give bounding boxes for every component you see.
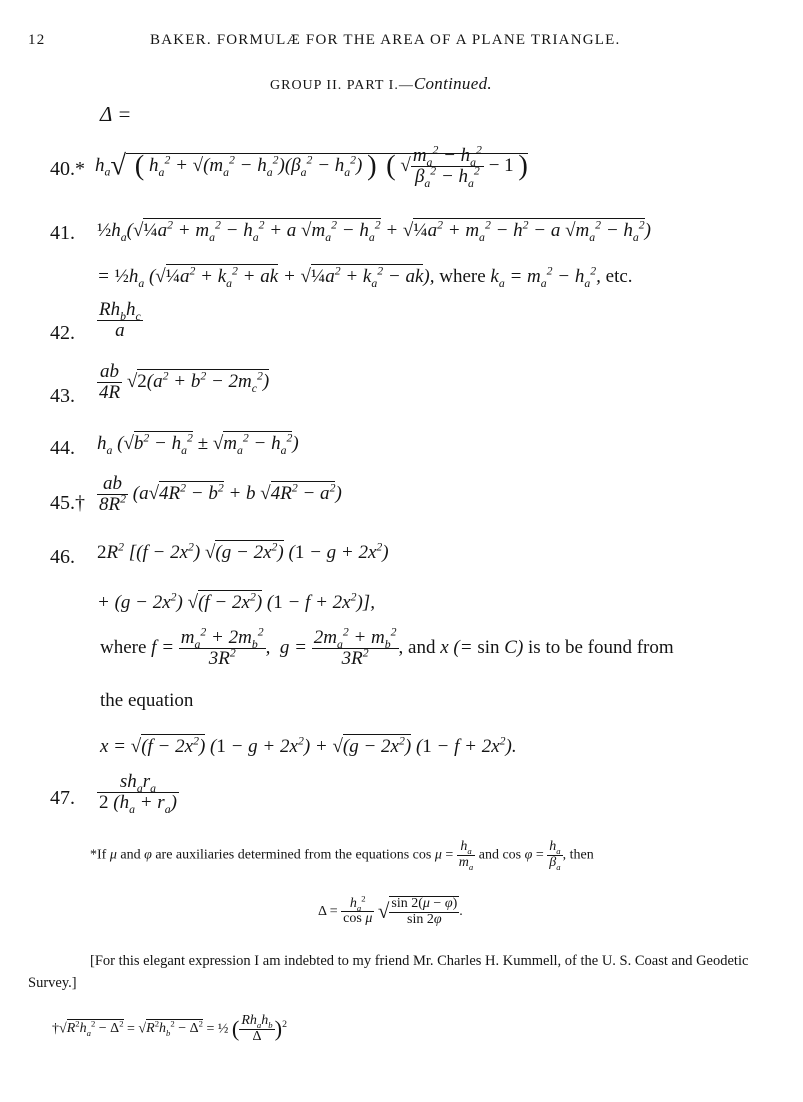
formula-41-line2: = $\frac{1}{2}h_a$ ($√\frac{1}{4}a^2 + k_a^2$ + ak + $√\frac{1}{4}a^2 + k_a^2 - ak$), where $k_a = m_a^2 - h_a^2$, etc.	[97, 264, 633, 290]
formula-42: $\frac{Rh_bh_c}{a}$	[99, 299, 141, 341]
formula-41: $\frac{1}{2}h_a(√\frac{1}{4}a^2 + m_a^2 - h_a^2 + a$ $√m_a^2 - h_a^2$ + $√\frac{1}{4}a^2 + m_a^2 - h^2 - a$ $√m_a^2 - h_a^2$)	[97, 218, 651, 244]
formula-44: $h_a$ $(√b^2 - h_a^2 \pm √m_a^2 - h_a^2)$	[97, 431, 299, 457]
page-number: 12	[28, 32, 46, 48]
formula-46: $2R^2$ [$(f - 2x^2)$ $√(g - 2x^2)$ $(1 - g + 2x^2)$	[97, 540, 389, 563]
footnote-star: *If μ and φ are auxiliaries determined from the equations cos μ = $\frac{h_a}{m_a}$ and cos φ = $\frac{h_a}{\beta_a}$ , then	[90, 839, 594, 872]
formula-label-44: 44.	[50, 437, 75, 459]
formula-46-x-equation: $x = √(f - 2x^2)$ $(1 - g + 2x^2) + √(g - 2x^2)$ $(1 - f + 2x^2)$.	[100, 734, 517, 757]
formula-label-43: 43.	[50, 385, 75, 407]
footnote-star-formula: Δ = $\frac{h_a^2}{\text{cos μ}}$ √ $\frac{\sin 2(\mu - \varphi)}{\sin 2\varphi}$ .	[318, 892, 463, 927]
formula-46-line2: + $(g - 2x^2)$ $√(f - 2x^2)$ $(1 - f + 2x^2)$],	[97, 590, 375, 613]
formula-46-where: where f = $\frac{m_a^2 + 2m_b^2}{3R^2}$ , g = $\frac{2m_a^2 + m_b^2}{3R^2}$ , and x (= sin C) is to be found from	[100, 625, 674, 669]
formula-43: $\frac{ab}{4R}$ $√2(a^2 + b^2 - 2m_c^2)$	[99, 361, 270, 403]
footnote-acknowledgement: [For this elegant expression I am indebted to my friend Mr. Charles H. Kummell, of the U. S. Coast and Geodetic Survey.]	[28, 953, 749, 991]
group-heading: GROUP II. PART I.—Continued.	[270, 74, 492, 93]
formula-46-equation-intro: the equation	[100, 690, 194, 711]
running-head: BAKER. FORMULÆ FOR THE AREA OF A PLANE TRIANGLE.	[150, 32, 621, 48]
delta-lead: Δ =	[100, 102, 132, 126]
formula-label-40: 40.*	[50, 158, 85, 180]
formula-label-41: 41.	[50, 222, 75, 244]
formula-label-47: 47.	[50, 787, 75, 809]
formula-label-46: 46.	[50, 546, 75, 568]
formula-40: $h_a√$ ( $h_a^2 + √(m_a^2 - h_a^2)(\beta_a^2 - h_a^2)$ ) ( √ $\frac{m_a^2 - h_a^2}{\beta_a^2 - h_a^2}$ − 1 )	[95, 143, 528, 190]
formula-45: $\frac{ab}{8R^2}$ ($a√4R^2 - b^2 + b$ $√4R^2 - a^2$)	[99, 473, 342, 515]
formula-label-45: 45.†	[50, 492, 85, 514]
formula-label-42: 42.	[50, 322, 75, 344]
footnote-dagger: $\dagger√R^2h_a^2 - \Delta^2 = √R^2h_b^2 - \Delta^2$ = ½ ( $\frac{Rh_ah_b}{\Delta}$ )$^2$	[52, 1013, 287, 1044]
formula-47: $\frac{sh_ar_a}{2 (h_a + r_a)}$	[99, 771, 177, 816]
